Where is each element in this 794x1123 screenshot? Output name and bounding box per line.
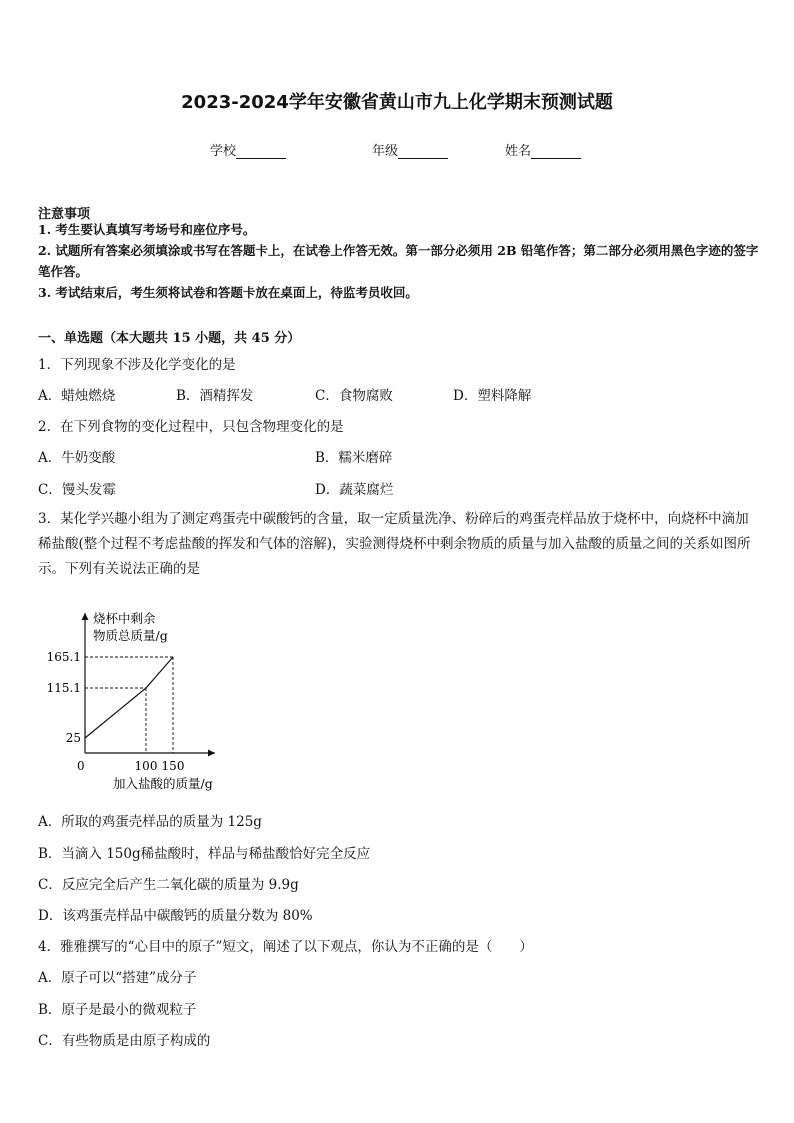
name-label: 姓名 [505, 144, 532, 159]
q4-option-c[interactable]: C．有些物质是由原子构成的 [38, 1033, 211, 1049]
notice-heading: 注意事项 [38, 207, 91, 222]
notice-item: 3. 考试结束后，考生须将试卷和答题卡放在桌面上，待监考员收回。 [38, 285, 418, 300]
grade-blank [398, 144, 448, 159]
series-segment [85, 688, 146, 738]
page-title: 2023-2024学年安徽省黄山市九上化学期末预测试题 [181, 92, 613, 113]
origin-label: 0 [77, 759, 85, 773]
q2-option-b[interactable]: B．糯米磨碎 [315, 450, 393, 466]
q4-option-b[interactable]: B．原子是最小的微观粒子 [38, 1002, 197, 1018]
q1-option-b[interactable]: B．酒精挥发 [176, 388, 254, 404]
school-blank [236, 144, 286, 159]
question-2-stem: 2．在下列食物的变化过程中，只包含物理变化的是 [38, 419, 344, 435]
x-tick-label: 150 [161, 759, 185, 773]
x-tick-label: 100 [134, 759, 158, 773]
school-field[interactable] [210, 140, 286, 159]
q2-option-d[interactable]: D．蔬菜腐烂 [315, 482, 394, 498]
y-tick-label: 165.1 [46, 650, 81, 664]
q2-option-c[interactable]: C．馒头发霉 [38, 482, 116, 498]
name-blank [531, 144, 581, 159]
q3-option-c[interactable]: C．反应完全后产生二氧化碳的质量为 9.9g [38, 877, 299, 893]
q1-option-c[interactable]: C．食物腐败 [315, 388, 393, 404]
mass-chart [46, 605, 245, 800]
x-axis-label: 加入盐酸的质量/g [113, 776, 213, 791]
y-tick-label: 115.1 [46, 681, 81, 695]
q4-option-a[interactable]: A．原子可以“搭建”成分子 [38, 970, 197, 986]
series-segment [146, 657, 173, 688]
question-1-stem: 1．下列现象不涉及化学变化的是 [38, 357, 236, 373]
notice-item: 2. 试题所有答案必须填涂或书写在答题卡上，在试卷上作答无效。第一部分必须用 2B 铅笔作答；第二部分必须用黑色字迹的签字笔作答。 [38, 243, 759, 279]
name-field[interactable] [505, 140, 581, 159]
notice-item: 1. 考生要认真填写考场号和座位序号。 [38, 222, 256, 237]
question-3-stem: 3．某化学兴趣小组为了测定鸡蛋壳中碳酸钙的含量，取一定质量洗净、粉碎后的鸡蛋壳样品放于烧杯中，向烧杯中滴加稀盐酸(整个过程不考虑盐酸的挥发和气体的溶解)，实验测得烧杯中剩余物质的质量与加入盐酸的质量之间的关系如图所示。下列有关说法正确的是 [38, 511, 751, 577]
school-label: 学校 [210, 144, 237, 159]
question-4-stem: 4．雅雅撰写的“心目中的原子”短文，阐述了以下观点，你认为不正确的是（ ） [38, 939, 533, 955]
grade-label: 年级 [372, 144, 399, 159]
section-heading: 一、单选题（本大题共 15 小题，共 45 分） [38, 331, 301, 346]
q2-option-a[interactable]: A．牛奶变酸 [38, 450, 116, 466]
q3-option-d[interactable]: D．该鸡蛋壳样品中碳酸钙的质量分数为 80% [38, 908, 313, 924]
y-axis-label-line1: 烧杯中剩余 [93, 611, 156, 626]
q1-option-d[interactable]: D．塑料降解 [453, 388, 532, 404]
q3-option-b[interactable]: B．当滴入 150g稀盐酸时，样品与稀盐酸恰好完全反应 [38, 846, 371, 862]
y-axis-label-line2: 物质总质量/g [93, 628, 168, 643]
grade-field[interactable] [372, 140, 448, 159]
q1-option-a[interactable]: A．蜡烛燃烧 [38, 388, 116, 404]
y-tick-label: 25 [65, 731, 81, 745]
q3-option-a[interactable]: A．所取的鸡蛋壳样品的质量为 125g [38, 814, 262, 830]
